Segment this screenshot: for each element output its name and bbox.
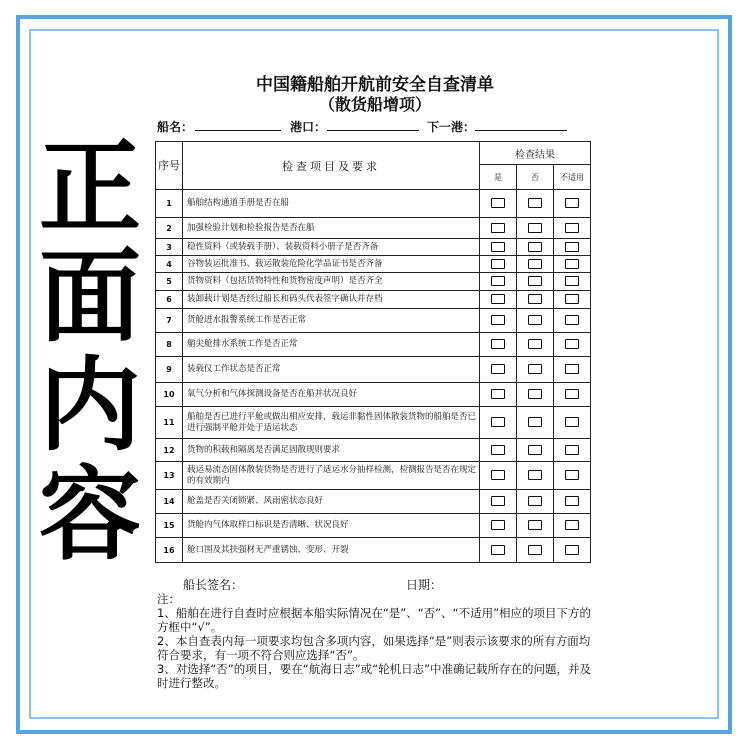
checkbox-yes[interactable] [491,496,505,506]
row-number: 6 [156,291,183,309]
checkbox-cell-no [517,462,554,490]
checkbox-no[interactable] [528,242,542,252]
row-number: 4 [156,256,183,273]
table-row [156,439,591,462]
row-number: 13 [156,462,183,490]
row-item-text: 艏尖舱排水系统工作是否正常 [183,333,480,357]
checkbox-no[interactable] [528,339,542,349]
checkbox-cell-no [517,538,554,563]
overlay-char-3: 内 [39,347,141,466]
checkbox-cell-no [517,190,554,218]
checkbox-cell-yes [480,407,517,439]
ship-name-label: 船名： [157,120,194,134]
checkbox-cell-yes [480,291,517,309]
checkbox-cell-na [554,407,591,439]
checkbox-cell-na [554,190,591,218]
checkbox-cell-na [554,538,591,563]
checkbox-cell-no [517,256,554,273]
row-number: 8 [156,333,183,357]
date-label: 日期： [406,578,443,592]
checkbox-no[interactable] [528,417,542,427]
checkbox-yes[interactable] [491,417,505,427]
checkbox-na[interactable] [565,294,579,304]
checkbox-cell-yes [480,538,517,563]
row-item-text: 舱口围及其扶强材无严重锈蚀、变形、开裂 [183,538,480,563]
checkbox-cell-na [554,239,591,256]
checkbox-cell-no [517,273,554,291]
port-line[interactable] [327,130,419,131]
checkbox-cell-no [517,357,554,383]
row-number: 5 [156,273,183,291]
checkbox-na[interactable] [565,223,579,233]
row-item-text: 加强检验计划和检验报告是否在船 [183,218,480,239]
checkbox-cell-na [554,256,591,273]
checkbox-cell-yes [480,273,517,291]
checkbox-na[interactable] [565,417,579,427]
row-item-text: 载运易流态固体散装货物是否进行了适运水分抽样检测，检测报告是否在规定的有效期内 [183,462,480,490]
checkbox-cell-no [517,309,554,333]
checkbox-no[interactable] [528,223,542,233]
checkbox-cell-yes [480,256,517,273]
checkbox-cell-no [517,514,554,538]
notes-section [157,592,593,690]
checkbox-cell-no [517,333,554,357]
table-row [156,490,591,514]
table-row [156,462,591,490]
checkbox-cell-yes [480,490,517,514]
checkbox-na[interactable] [565,545,579,555]
row-item-text: 船舶是否已进行平舱或做出相应安排，载运非黏性固体散装货物的船舶是否已进行强制平舱并处于适运状态 [183,407,480,439]
table-row [156,514,591,538]
checkbox-yes[interactable] [491,315,505,325]
row-number: 10 [156,383,183,407]
checkbox-yes[interactable] [491,339,505,349]
row-item-text: 谷物装运批准书、载运散装危险化学品证书是否齐备 [183,256,480,273]
overlay-char-1: 正 [39,129,141,248]
row-item-text: 舱盖是否关闭锁紧、风雨密状态良好 [183,490,480,514]
checkbox-no[interactable] [528,259,542,269]
row-number: 11 [156,407,183,439]
checkbox-cell-yes [480,514,517,538]
table-row [156,538,591,563]
checkbox-na[interactable] [565,259,579,269]
ship-name-line[interactable] [195,130,281,131]
header-no: 序号 [156,142,183,190]
checkbox-cell-na [554,514,591,538]
row-number: 1 [156,190,183,218]
checkbox-yes[interactable] [491,294,505,304]
row-item-text: 货物资料（包括货物特性和货物密度声明）是否齐全 [183,273,480,291]
checkbox-cell-na [554,218,591,239]
checkbox-yes[interactable] [491,470,505,480]
checkbox-na[interactable] [565,520,579,530]
checkbox-no[interactable] [528,364,542,374]
row-item-text: 船舶结构通道手册是否在船 [183,190,480,218]
checkbox-cell-yes [480,239,517,256]
checkbox-na[interactable] [565,198,579,208]
checkbox-cell-na [554,383,591,407]
checkbox-na[interactable] [565,315,579,325]
table-row [156,190,591,218]
row-number: 16 [156,538,183,563]
checkbox-yes[interactable] [491,259,505,269]
checkbox-cell-yes [480,439,517,462]
row-number: 15 [156,514,183,538]
table-row [156,218,591,239]
row-item-text: 装卸载计划是否经过船长和码头代表签字确认并存档 [183,291,480,309]
header-item: 检查项目及要求 [183,142,480,190]
checkbox-cell-yes [480,218,517,239]
checkbox-no[interactable] [528,496,542,506]
row-item-text: 稳性资料（或装载手册）、装载资料小册子是否齐备 [183,239,480,256]
checkbox-yes[interactable] [491,198,505,208]
checkbox-yes[interactable] [491,520,505,530]
checkbox-cell-yes [480,462,517,490]
row-number: 9 [156,357,183,383]
checkbox-cell-yes [480,383,517,407]
note-3: 3、对选择“否”的项目，要在“航海日志”或“轮机日志”中准确记载所存在的问题，并及时进行整改。 [157,662,592,690]
checkbox-cell-yes [480,333,517,357]
checkbox-no[interactable] [528,294,542,304]
checkbox-no[interactable] [528,470,542,480]
checkbox-cell-na [554,462,591,490]
checkbox-cell-no [517,291,554,309]
document-subtitle: （散货船增项） [318,95,431,114]
checkbox-yes[interactable] [491,445,505,455]
table-row [156,273,591,291]
checkbox-no[interactable] [528,315,542,325]
note-2: 2、本自查表内每一项要求均包含多项内容，如果选择“是”则表示该要求的所有方面均符合要求，有一项不符合则应选择“否”。 [157,634,591,662]
header-na: 不适用 [554,165,591,190]
checkbox-cell-na [554,309,591,333]
checkbox-cell-yes [480,309,517,333]
checkbox-cell-na [554,490,591,514]
table-row [156,256,591,273]
row-item-text: 货舱内气体取样口标识是否清晰、状况良好 [183,514,480,538]
checkbox-na[interactable] [565,389,579,399]
checkbox-yes[interactable] [491,545,505,555]
overlay-char-4: 容 [39,456,141,575]
table-row [156,357,591,383]
checkbox-cell-na [554,291,591,309]
checkbox-yes[interactable] [491,389,505,399]
checkbox-cell-na [554,357,591,383]
checkbox-cell-yes [480,357,517,383]
checkbox-yes[interactable] [491,223,505,233]
checkbox-na[interactable] [565,445,579,455]
table-row [156,333,591,357]
row-number: 2 [156,218,183,239]
row-number: 14 [156,490,183,514]
table-row [156,239,591,256]
checkbox-yes[interactable] [491,276,505,286]
header-no-option: 否 [517,165,554,190]
row-number: 3 [156,239,183,256]
row-item-text: 氧气分析和气体探测设备是否在船并状况良好 [183,383,480,407]
table-row [156,291,591,309]
checkbox-cell-na [554,273,591,291]
notes-heading: 注： [157,592,180,606]
checkbox-cell-na [554,439,591,462]
checkbox-na[interactable] [565,276,579,286]
overlay-caption [36,129,144,575]
checkbox-cell-no [517,407,554,439]
header-result: 检查结果 [480,142,591,165]
document-title: 中国籍船舶开航前安全自查清单 [256,75,494,95]
row-number: 12 [156,439,183,462]
checkbox-na[interactable] [565,339,579,349]
checkbox-cell-no [517,218,554,239]
note-1: 1、船舶在进行自查时应根据本船实际情况在“是”、“否”、“不适用”相应的项目下方的方框中“√”。 [157,606,592,634]
port-label: 港口： [290,120,327,134]
checkbox-cell-no [517,383,554,407]
next-port-line[interactable] [475,130,567,131]
checkbox-na[interactable] [565,242,579,252]
checkbox-cell-no [517,239,554,256]
header-yes: 是 [480,165,517,190]
checkbox-no[interactable] [528,545,542,555]
checkbox-na[interactable] [565,364,579,374]
next-port-label: 下一港： [427,120,476,134]
row-number: 7 [156,309,183,333]
checklist-table [155,141,591,563]
checkbox-cell-yes [480,190,517,218]
captain-signature-label: 船长签名： [183,578,244,592]
checkbox-no[interactable] [528,276,542,286]
checkbox-no[interactable] [528,198,542,208]
table-row [156,309,591,333]
checkbox-cell-no [517,490,554,514]
table-row [156,407,591,439]
checkbox-yes[interactable] [491,364,505,374]
checkbox-na[interactable] [565,496,579,506]
checkbox-cell-na [554,333,591,357]
checkbox-no[interactable] [528,445,542,455]
checkbox-no[interactable] [528,389,542,399]
checkbox-no[interactable] [528,520,542,530]
overlay-char-2: 面 [39,238,141,357]
table-row [156,383,591,407]
checkbox-cell-no [517,439,554,462]
checkbox-na[interactable] [565,470,579,480]
row-item-text: 货舱进水报警系统工作是否正常 [183,309,480,333]
checkbox-yes[interactable] [491,242,505,252]
row-item-text: 货物的积载和隔离是否满足固散规则要求 [183,439,480,462]
row-item-text: 装载仪工作状态是否正常 [183,357,480,383]
